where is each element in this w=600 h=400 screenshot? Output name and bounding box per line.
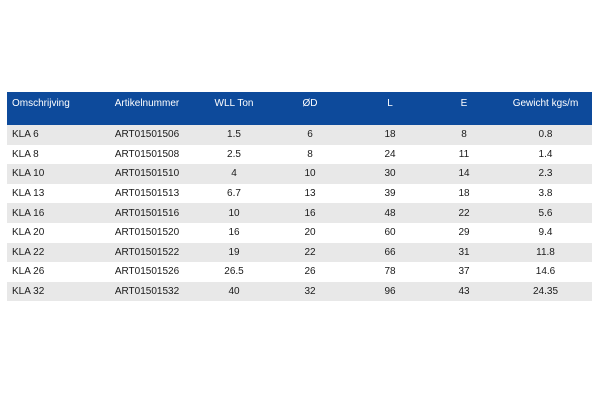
cell-length: 96 [384, 286, 396, 298]
cell-artikelnummer: ART01501516 [114, 207, 180, 219]
cell-gewicht: 1.4 [538, 148, 553, 160]
table-row [7, 282, 592, 302]
cell-omschrijving: KLA 16 [12, 207, 45, 219]
cell-artikelnummer: ART01501522 [114, 246, 180, 258]
cell-e: 31 [458, 246, 470, 258]
cell-diameter: 8 [307, 148, 313, 160]
cell-omschrijving: KLA 8 [12, 148, 39, 160]
table-row [7, 184, 592, 204]
cell-omschrijving: KLA 22 [12, 246, 45, 258]
cell-e: 8 [461, 129, 467, 141]
cell-wll-ton: 19 [228, 246, 240, 258]
cell-length: 48 [384, 207, 396, 219]
cell-e: 14 [458, 168, 470, 180]
cell-wll-ton: 26.5 [224, 266, 244, 278]
cell-e: 11 [458, 148, 470, 160]
header-row [7, 92, 592, 125]
cell-diameter: 20 [304, 227, 316, 239]
table-row [7, 243, 592, 263]
cell-e: 18 [458, 188, 470, 200]
cell-length: 39 [384, 188, 396, 200]
column-header-omschrijving: Omschrijving [12, 98, 70, 109]
cell-length: 66 [384, 246, 396, 258]
cell-wll-ton: 4 [231, 168, 237, 180]
table-row [7, 203, 592, 223]
cell-wll-ton: 2.5 [227, 148, 241, 160]
cell-e: 22 [458, 207, 470, 219]
table-body [7, 125, 592, 301]
cell-e: 43 [458, 286, 470, 298]
table-row [7, 164, 592, 184]
cell-omschrijving: KLA 32 [12, 286, 45, 298]
cell-omschrijving: KLA 6 [12, 129, 39, 141]
cell-gewicht: 9.4 [538, 227, 553, 239]
column-header-diameter: ØD [302, 98, 318, 109]
cell-gewicht: 5.6 [538, 207, 553, 219]
cell-diameter: 16 [304, 207, 316, 219]
cell-length: 78 [384, 266, 396, 278]
cell-wll-ton: 10 [228, 207, 240, 219]
column-header-wll-ton: WLL Ton [214, 98, 254, 109]
cell-diameter: 13 [304, 188, 316, 200]
cell-gewicht: 24.35 [532, 286, 559, 298]
cell-length: 60 [384, 227, 396, 239]
cell-artikelnummer: ART01501508 [114, 148, 180, 160]
cell-diameter: 32 [304, 286, 316, 298]
column-header-artikelnummer: Artikelnummer [114, 98, 180, 109]
cell-artikelnummer: ART01501520 [114, 227, 180, 239]
spec-table [7, 92, 592, 301]
cell-wll-ton: 16 [228, 227, 240, 239]
table-row [7, 223, 592, 243]
cell-artikelnummer: ART01501532 [114, 286, 180, 298]
cell-gewicht: 11.8 [536, 246, 555, 258]
cell-gewicht: 3.8 [538, 188, 553, 200]
cell-wll-ton: 6.7 [227, 188, 241, 200]
table-row [7, 262, 592, 282]
cell-e: 29 [458, 227, 470, 239]
cell-length: 30 [384, 168, 396, 180]
cell-diameter: 26 [304, 266, 316, 278]
table-row [7, 145, 592, 165]
cell-gewicht: 0.8 [538, 129, 553, 141]
cell-e: 37 [458, 266, 470, 278]
column-header-length: L [387, 98, 393, 109]
column-header-gewicht: Gewicht kgs/m [512, 98, 579, 109]
cell-wll-ton: 40 [228, 286, 240, 298]
cell-length: 18 [384, 129, 396, 141]
cell-length: 24 [384, 148, 396, 160]
cell-omschrijving: KLA 13 [12, 188, 45, 200]
cell-diameter: 10 [304, 168, 316, 180]
cell-artikelnummer: ART01501526 [114, 266, 180, 278]
table-row [7, 125, 592, 145]
cell-diameter: 22 [304, 246, 316, 258]
table-header [7, 92, 592, 125]
cell-artikelnummer: ART01501510 [114, 168, 180, 180]
cell-wll-ton: 1.5 [227, 129, 241, 141]
cell-omschrijving: KLA 20 [12, 227, 45, 239]
cell-omschrijving: KLA 26 [12, 266, 45, 278]
column-header-e: E [460, 98, 468, 109]
cell-gewicht: 2.3 [538, 168, 553, 180]
cell-gewicht: 14.6 [535, 266, 556, 278]
cell-artikelnummer: ART01501506 [114, 129, 180, 141]
cell-diameter: 6 [307, 129, 313, 141]
cell-omschrijving: KLA 10 [12, 168, 45, 180]
cell-artikelnummer: ART01501513 [114, 188, 180, 200]
